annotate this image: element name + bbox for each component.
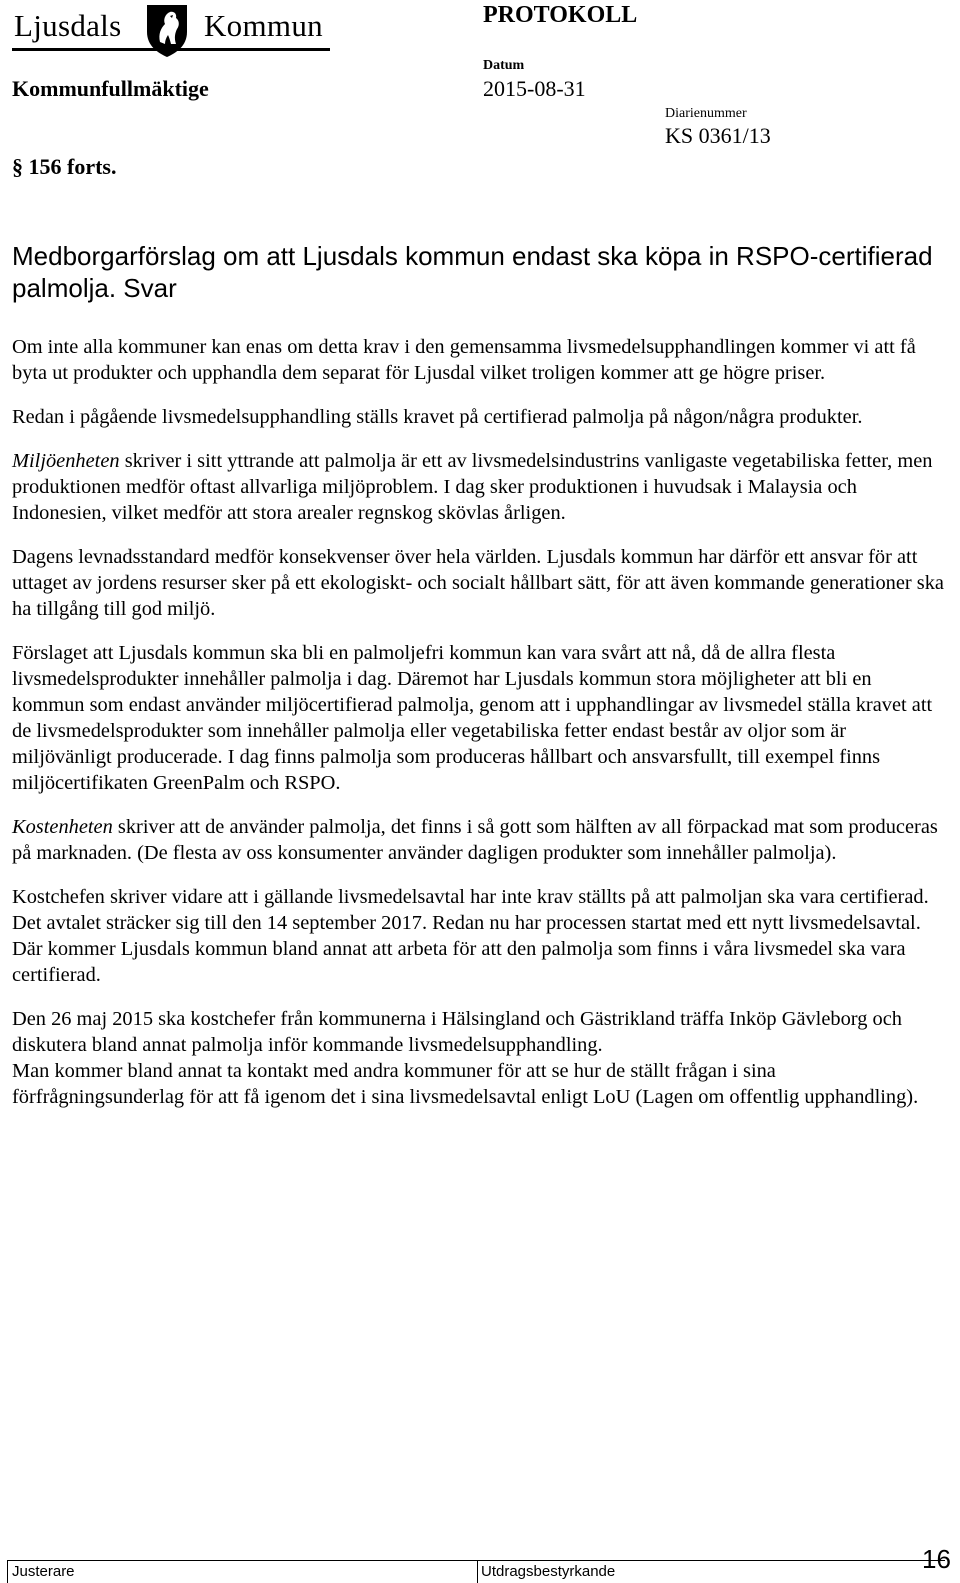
footer-rule	[7, 1560, 945, 1561]
board-name: Kommunfullmäktige	[12, 76, 209, 101]
page-number: 16	[922, 1544, 951, 1574]
date-value: 2015-08-31	[483, 76, 586, 101]
paragraph-3-text: skriver i sitt yttrande att palmolja är ett av livsmedelsindustrins vanligaste vegetabiliska fetter, men produktionen medför oftast allvarliga miljöproblem. I dag sker produktionen i huvudsak i Malaysia och Indonesien, vilket medför att stora arealer regnskog skövlas årligen.	[12, 450, 933, 524]
paragraph-6	[12, 814, 947, 866]
paragraph-2: Redan i pågående livsmedelsupphandling ställs kravet på certifierad palmolja på någon/några produkter.	[12, 406, 863, 428]
paragraph-9: Man kommer bland annat ta kontakt med andra kommuner för att se hur de ställt frågan i sina förfrågningsunderlag för att få igenom det i sina livsmedelsavtal enligt LoU (Lagen om offentlig upphandling).	[12, 1060, 919, 1108]
paragraph-4: Dagens levnadsstandard medför konsekvenser över hela världen. Ljusdals kommun har därför ett ansvar för att uttaget av jordens resurser sker på ett ekologiskt- och socialt hållbart sätt, för att även kommande generationer ska ha tillgång till god miljö.	[12, 546, 944, 620]
footer-divider	[477, 1560, 478, 1583]
paragraph-3-emphasis: Miljöenheten	[12, 450, 120, 472]
page-title: Medborgarförslag om att Ljusdals kommun endast ska köpa in RSPO-certifierad palmolja. Svar	[12, 241, 933, 303]
section-number: § 156 forts.	[12, 154, 117, 179]
document-type: PROTOKOLL	[483, 2, 638, 28]
date-label: Datum	[483, 58, 525, 73]
logo-text-right: Kommun	[204, 8, 323, 43]
paragraph-7: Kostchefen skriver vidare att i gällande livsmedelsavtal har inte krav ställts på att palmoljan ska vara certifierad. Det avtalet sträcker sig till den 14 september 2017. Redan nu har processen startat med ett nytt livsmedelsavtal. Där kommer Ljusdals kommun bland annat att arbeta för att den palmolja som finns i våra livsmedel ska vara certifierad.	[12, 886, 929, 986]
logo-underline	[12, 48, 330, 51]
footer-divider	[7, 1560, 8, 1583]
paragraph-6-text: skriver att de använder palmolja, det finns i så gott som hälften av all förpackad mat som produceras på marknaden. (De flesta av oss konsumenter använder dagligen produkter som innehåller palmolja).	[12, 816, 938, 864]
paragraph-6-emphasis: Kostenheten	[12, 816, 113, 838]
footer-utdragsbestyrkande: Utdragsbestyrkande	[481, 1563, 616, 1580]
logo-text-left: Ljusdals	[14, 8, 122, 43]
paragraph-5: Förslaget att Ljusdals kommun ska bli en palmoljefri kommun kan vara svårt att nå, då de allra flesta livsmedelsprodukter innehåller palmolja i dag. Däremot har Ljusdals kommun stora möjligheter att bli en kommun som endast använder miljöcertifierad palmolja, genom att i upphandlingar av livsmedel ställa kravet att de livsmedelsprodukter som innehåller palmolja eller vegetabiliska fetter endast består av oljor som är miljövänligt producerade. I dag finns palmolja som produceras hållbart och ansvarsfullt, till exempel finns miljöcertifikaten GreenPalm och RSPO.	[12, 642, 933, 794]
document-body	[12, 334, 947, 1128]
diary-number-label: Diarienummer	[665, 106, 747, 121]
paragraph-8: Den 26 maj 2015 ska kostchefer från kommunerna i Hälsingland och Gästrikland träffa Inköp Gävleborg och diskutera bland annat palmolja inför kommande livsmedelsupphandling.	[12, 1008, 902, 1056]
paragraph-3	[12, 448, 947, 526]
footer-justerare: Justerare	[12, 1563, 75, 1580]
paragraph-1: Om inte alla kommuner kan enas om detta krav i den gemensamma livsmedelsupphandlingen kommer vi att få byta ut produkter och upphandla dem separat för Ljusdal vilket troligen kommer att ge högre priser.	[12, 336, 916, 384]
diary-number-value: KS 0361/13	[665, 123, 771, 148]
